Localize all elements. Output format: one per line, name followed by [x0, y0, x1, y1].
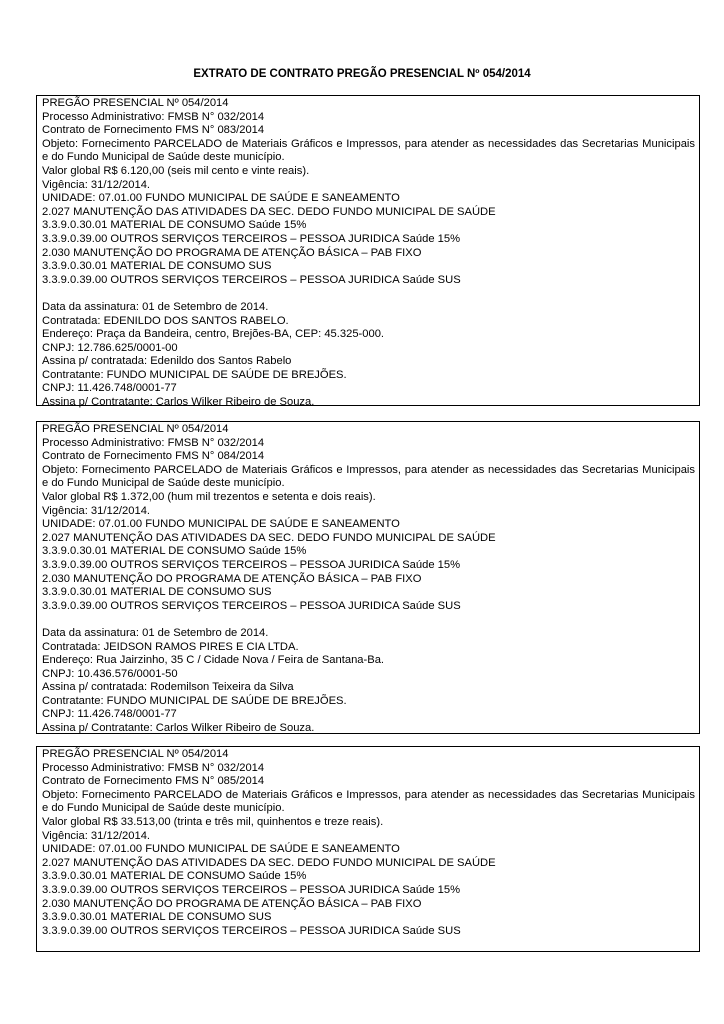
objeto-text: Objeto: Fornecimento PARCELADO de Materiais Gráficos e Impressos, para atender as necessidades das Secretarias Municipais e do Fundo Municipal de Saúde deste município.: [42, 788, 695, 815]
body-line: Vigência: 31/12/2014.: [42, 178, 151, 191]
spacer: [42, 287, 695, 301]
header-line: Processo Administrativo: FMSB N° 032/2014: [42, 436, 265, 449]
footer-line: Contratante: FUNDO MUNICIPAL DE SAÚDE DE BREJÕES.: [42, 368, 347, 381]
body-line: 3.3.9.0.30.01 MATERIAL DE CONSUMO SUS: [42, 911, 272, 924]
header-line: Contrato de Fornecimento FMS N° 085/2014: [42, 775, 265, 788]
body-line: 2.030 MANUTENÇÃO DO PROGRAMA DE ATENÇÃO BÁSICA – PAB FIXO: [42, 897, 422, 910]
footer-line: Assina p/ contratada: Edenildo dos Santos Rabelo: [42, 355, 292, 368]
body-line: 3.3.9.0.39.00 OUTROS SERVIÇOS TERCEIROS – PESSOA JURIDICA Saúde 15%: [42, 883, 461, 896]
body-line: 2.030 MANUTENÇÃO DO PROGRAMA DE ATENÇÃO BÁSICA – PAB FIXO: [42, 572, 422, 585]
header-line: PREGÃO PRESENCIAL Nº 054/2014: [42, 423, 229, 435]
body-line: 3.3.9.0.30.01 MATERIAL DE CONSUMO SUS: [42, 586, 272, 599]
spacer: [42, 613, 695, 627]
contract-box-3: [36, 746, 700, 952]
body-line: 3.3.9.0.39.00 OUTROS SERVIÇOS TERCEIROS – PESSOA JURIDICA Saúde 15%: [42, 232, 461, 245]
header-line: PREGÃO PRESENCIAL Nº 054/2014: [42, 748, 229, 760]
body-line: 3.3.9.0.39.00 OUTROS SERVIÇOS TERCEIROS – PESSOA JURIDICA Saúde SUS: [42, 273, 461, 286]
body-line: UNIDADE: 07.01.00 FUNDO MUNICIPAL DE SAÚDE E SANEAMENTO: [42, 518, 400, 531]
body-line: UNIDADE: 07.01.00 FUNDO MUNICIPAL DE SAÚDE E SANEAMENTO: [42, 192, 400, 205]
objeto-text: Objeto: Fornecimento PARCELADO de Materiais Gráficos e Impressos, para atender as necessidades das Secretarias Municipais e do Fundo Municipal de Saúde deste município.: [42, 463, 695, 490]
body-line: 3.3.9.0.30.01 MATERIAL DE CONSUMO Saúde 15%: [42, 545, 307, 558]
footer-line: Assina p/ contratada: Rodemilson Teixeira da Silva: [42, 681, 294, 694]
footer-line: Assina p/ Contratante: Carlos Wilker Ribeiro de Souza.: [42, 722, 315, 735]
header-line: Contrato de Fornecimento FMS N° 084/2014: [42, 450, 265, 463]
body-line: Valor global R$ 33.513,00 (trinta e três mil, quinhentos e treze reais).: [42, 815, 384, 828]
footer-line: Contratada: JEIDSON RAMOS PIRES E CIA LTDA.: [42, 640, 299, 653]
body-line: 3.3.9.0.39.00 OUTROS SERVIÇOS TERCEIROS – PESSOA JURIDICA Saúde SUS: [42, 599, 461, 612]
footer-line: CNPJ: 12.786.625/0001-00: [42, 341, 178, 354]
footer-line: CNPJ: 11.426.748/0001-77: [42, 382, 177, 395]
body-line: UNIDADE: 07.01.00 FUNDO MUNICIPAL DE SAÚDE E SANEAMENTO: [42, 843, 400, 856]
footer-line: Data da assinatura: 01 de Setembro de 2014.: [42, 300, 269, 313]
footer-line: Assina p/ Contratante: Carlos Wilker Ribeiro de Souza.: [42, 396, 315, 409]
footer-line: CNPJ: 11.426.748/0001-77: [42, 708, 177, 721]
footer-line: Data da assinatura: 01 de Setembro de 2014.: [42, 626, 269, 639]
contract-box-1: [36, 95, 700, 409]
body-line: 3.3.9.0.39.00 OUTROS SERVIÇOS TERCEIROS – PESSOA JURIDICA Saúde 15%: [42, 558, 461, 571]
footer-line: Endereço: Rua Jairzinho, 35 C / Cidade Nova / Feira de Santana-Ba.: [42, 654, 385, 667]
body-line: 2.027 MANUTENÇÃO DAS ATIVIDADES DA SEC. DEDO FUNDO MUNICIPAL DE SAÚDE: [42, 205, 496, 218]
header-line: Processo Administrativo: FMSB N° 032/2014: [42, 110, 265, 123]
contract-box-2: [36, 421, 700, 734]
footer-line: CNPJ: 10.436.576/0001-50: [42, 667, 178, 680]
body-line: 2.027 MANUTENÇÃO DAS ATIVIDADES DA SEC. DEDO FUNDO MUNICIPAL DE SAÚDE: [42, 856, 496, 869]
header-line: Contrato de Fornecimento FMS N° 083/2014: [42, 124, 265, 137]
body-line: 3.3.9.0.30.01 MATERIAL DE CONSUMO SUS: [42, 260, 272, 273]
body-line: 3.3.9.0.30.01 MATERIAL DE CONSUMO Saúde 15%: [42, 870, 307, 883]
body-line: Vigência: 31/12/2014.: [42, 504, 151, 517]
body-line: Vigência: 31/12/2014.: [42, 829, 151, 842]
document-title: EXTRATO DE CONTRATO PREGÃO PRESENCIAL Nº 054/2014: [193, 68, 531, 80]
objeto-text: Objeto: Fornecimento PARCELADO de Materiais Gráficos e Impressos, para atender as necessidades das Secretarias Municipais e do Fundo Municipal de Saúde deste município.: [42, 137, 695, 164]
body-line: Valor global R$ 1.372,00 (hum mil trezentos e setenta e dois reais).: [42, 490, 376, 503]
body-line: 3.3.9.0.30.01 MATERIAL DE CONSUMO Saúde 15%: [42, 219, 307, 232]
body-line: 2.027 MANUTENÇÃO DAS ATIVIDADES DA SEC. DEDO FUNDO MUNICIPAL DE SAÚDE: [42, 531, 496, 544]
footer-line: Endereço: Praça da Bandeira, centro, Brejões-BA, CEP: 45.325-000.: [42, 328, 385, 341]
header-line: PREGÃO PRESENCIAL Nº 054/2014: [42, 97, 229, 109]
body-line: 3.3.9.0.39.00 OUTROS SERVIÇOS TERCEIROS – PESSOA JURIDICA Saúde SUS: [42, 924, 461, 937]
body-line: 2.030 MANUTENÇÃO DO PROGRAMA DE ATENÇÃO BÁSICA – PAB FIXO: [42, 246, 422, 259]
footer-line: Contratante: FUNDO MUNICIPAL DE SAÚDE DE BREJÕES.: [42, 694, 347, 707]
footer-line: Contratada: EDENILDO DOS SANTOS RABELO.: [42, 314, 289, 327]
header-line: Processo Administrativo: FMSB N° 032/2014: [42, 761, 265, 774]
body-line: Valor global R$ 6.120,00 (seis mil cento e vinte reais).: [42, 164, 310, 177]
